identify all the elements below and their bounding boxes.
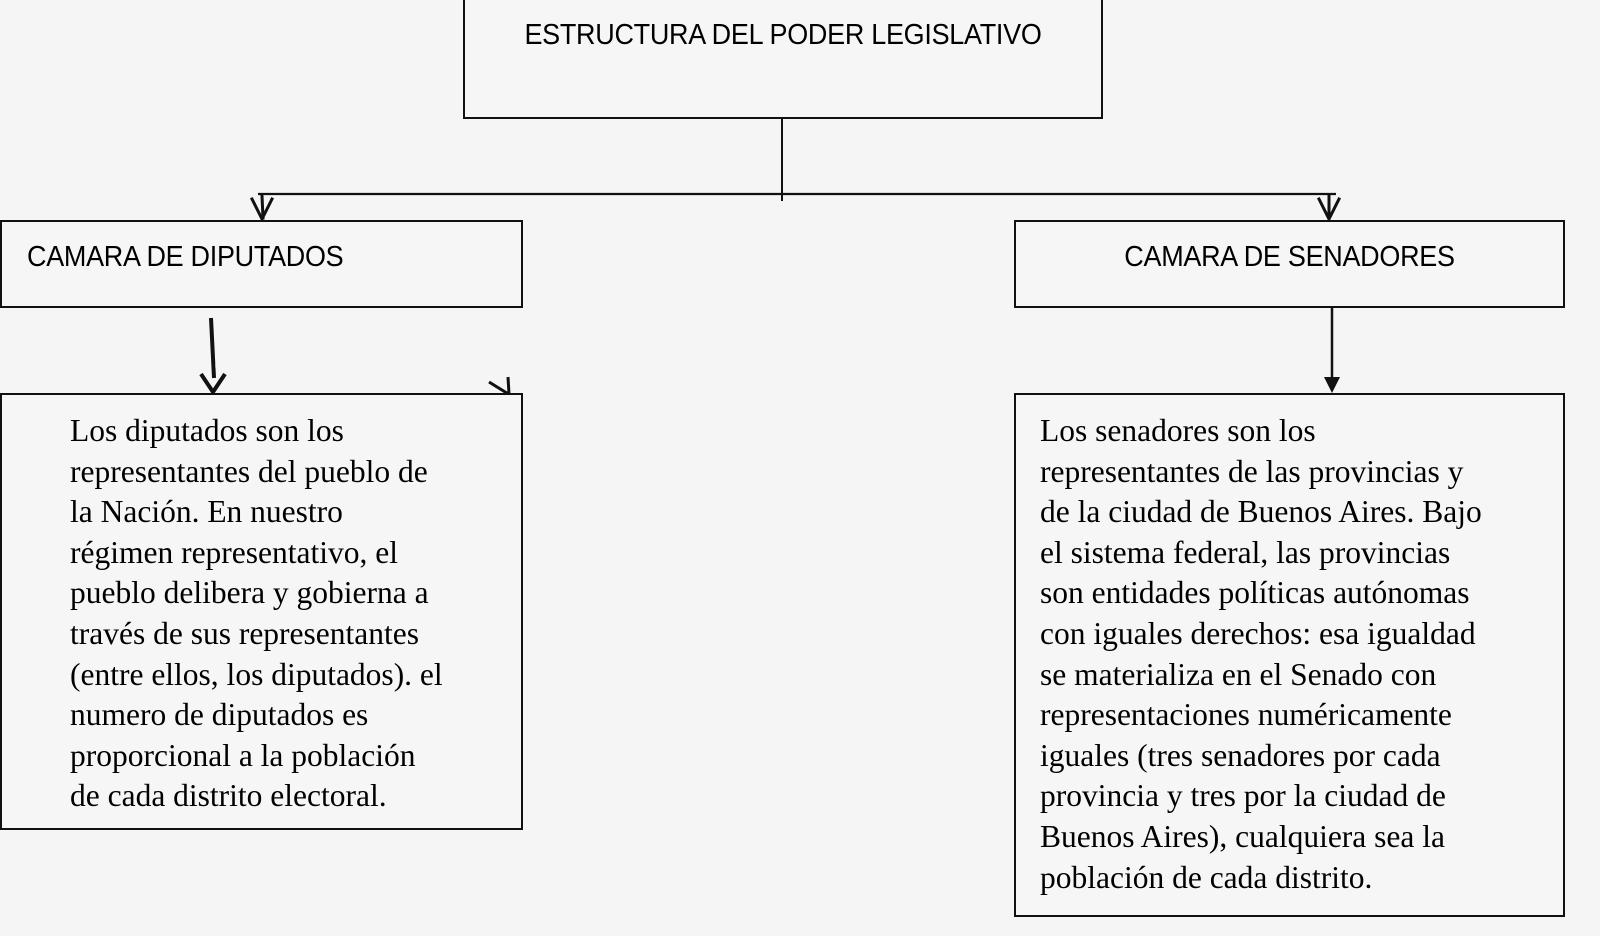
description-line: régimen representativo, el (70, 534, 398, 570)
description-line: de cada distrito electoral. (70, 778, 387, 814)
description-line: con iguales derechos: esa igualdad (1040, 615, 1476, 651)
diputados-heading: CAMARA DE DIPUTADOS (27, 241, 344, 273)
senadores-heading: CAMARA DE SENADORES (1124, 241, 1455, 273)
description-line: representaciones numéricamente (1040, 697, 1452, 733)
arrow-to-senadores-icon (1319, 196, 1339, 219)
description-line: través de sus representantes (70, 615, 419, 651)
description-line: pueblo delibera y gobierna a (70, 575, 429, 611)
senadores-header-box (1014, 220, 1565, 308)
description-line: iguales (tres senadores por cada (1040, 737, 1441, 773)
description-line: (entre ellos, los diputados). el (70, 656, 443, 692)
arrow-to-senadores-desc-icon (1324, 307, 1340, 393)
description-line: son entidades políticas autónomas (1040, 575, 1470, 611)
description-line: Los senadores son los (1040, 413, 1316, 448)
description-line: de la ciudad de Buenos Aires. Bajo (1040, 494, 1482, 530)
description-line: representantes del pueblo de (70, 453, 428, 489)
description-line: Buenos Aires), cualquiera sea la (1040, 818, 1445, 854)
description-line: provincia y tres por la ciudad de (1040, 778, 1446, 814)
diagram-title: ESTRUCTURA DEL PODER LEGISLATIVO (524, 19, 1042, 51)
diputados-description (70, 411, 520, 817)
description-line: representantes de las provincias y (1040, 453, 1464, 489)
senadores-description-box (1014, 393, 1565, 917)
description-line: población de cada distrito. (1040, 859, 1373, 895)
diputados-description-box (0, 393, 523, 830)
description-line: la Nación. En nuestro (70, 494, 343, 530)
arrow-to-diputados-desc-icon (201, 318, 225, 392)
senadores-description (1040, 411, 1565, 898)
description-line: se materializa en el Senado con (1040, 656, 1437, 692)
arrow-to-diputados-icon (252, 196, 272, 219)
diputados-header-box (0, 220, 523, 308)
description-line: numero de diputados es (70, 697, 369, 733)
description-line: Los diputados son los (70, 413, 344, 448)
title-box (463, 0, 1103, 119)
description-line: proporcional a la población (70, 737, 416, 773)
description-line: el sistema federal, las provincias (1040, 534, 1451, 570)
